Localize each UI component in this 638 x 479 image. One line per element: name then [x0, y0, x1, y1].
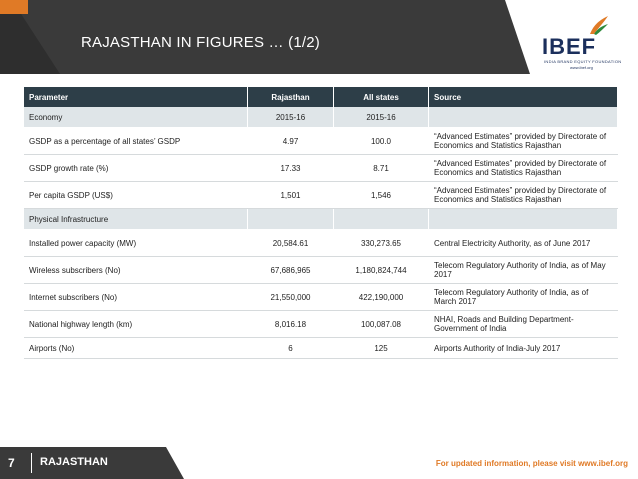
table-row — [24, 257, 618, 284]
source-cell: Central Electricity Authority, as of June 2017 — [429, 230, 618, 257]
all-states-cell: 1,546 — [334, 182, 429, 209]
table-row — [24, 107, 618, 128]
column-header: Parameter — [24, 87, 248, 107]
rajasthan-cell: 1,501 — [248, 182, 334, 209]
all-states-cell: 422,190,000 — [334, 284, 429, 311]
all-states-cell: 330,273.65 — [334, 230, 429, 257]
rajasthan-cell: 4.97 — [248, 128, 334, 155]
rajasthan-cell: 6 — [248, 338, 334, 359]
parameter-cell: Installed power capacity (MW) — [24, 230, 248, 257]
source-cell: Airports Authority of India-July 2017 — [429, 338, 618, 359]
parameter-cell: Economy — [24, 107, 248, 128]
rajasthan-cell: 67,686,965 — [248, 257, 334, 284]
table-row — [24, 209, 618, 230]
parameter-cell: Airports (No) — [24, 338, 248, 359]
table-row — [24, 284, 618, 311]
parameter-cell: National highway length (km) — [24, 311, 248, 338]
source-cell: “Advanced Estimates” provided by Directorate of Economics and Statistics Rajasthan — [429, 155, 618, 182]
footer-website-link[interactable]: For updated information, please visit www.ibef.org — [435, 459, 628, 468]
source-cell: “Advanced Estimates” provided by Directorate of Economics and Statistics Rajasthan — [429, 182, 618, 209]
figures-table — [24, 87, 618, 359]
all-states-cell: 2015-16 — [334, 107, 429, 128]
logo-text: IBEF — [542, 34, 597, 59]
page-title: RAJASTHAN IN FIGURES … (1/2) — [81, 34, 320, 51]
column-header: Source — [429, 87, 618, 107]
source-cell: “Advanced Estimates” provided by Directorate of Economics and Statistics Rajasthan — [429, 128, 618, 155]
all-states-cell: 100,087.08 — [334, 311, 429, 338]
parameter-cell: GSDP growth rate (%) — [24, 155, 248, 182]
table-row — [24, 338, 618, 359]
source-cell: Telecom Regulatory Authority of India, as of March 2017 — [429, 284, 618, 311]
all-states-cell: 8.71 — [334, 155, 429, 182]
table-row — [24, 230, 618, 257]
source-cell: Telecom Regulatory Authority of India, as of May 2017 — [429, 257, 618, 284]
all-states-cell: 1,180,824,744 — [334, 257, 429, 284]
rajasthan-cell: 20,584.61 — [248, 230, 334, 257]
ibef-logo — [542, 14, 630, 68]
all-states-cell: 100.0 — [334, 128, 429, 155]
parameter-cell: Per capita GSDP (US$) — [24, 182, 248, 209]
page-number: 7 — [8, 456, 15, 470]
rajasthan-cell: 17.33 — [248, 155, 334, 182]
rajasthan-cell: 2015-16 — [248, 107, 334, 128]
column-header: All states — [334, 87, 429, 107]
slide-header — [0, 0, 638, 74]
column-header: Rajasthan — [248, 87, 334, 107]
table-row — [24, 182, 618, 209]
all-states-cell — [334, 209, 429, 230]
source-cell: NHAI, Roads and Building Department-Government of India — [429, 311, 618, 338]
parameter-cell: Physical Infrastructure — [24, 209, 248, 230]
header-accent — [0, 0, 28, 14]
table-row — [24, 155, 618, 182]
all-states-cell: 125 — [334, 338, 429, 359]
logo-url: www.ibef.org — [570, 65, 593, 70]
table-row — [24, 311, 618, 338]
parameter-cell: Wireless subscribers (No) — [24, 257, 248, 284]
table-row — [24, 128, 618, 155]
source-cell — [429, 209, 618, 230]
table-header-row — [24, 87, 618, 107]
footer-divider — [31, 453, 32, 473]
parameter-cell: Internet subscribers (No) — [24, 284, 248, 311]
rajasthan-cell: 21,550,000 — [248, 284, 334, 311]
bird-icon — [588, 14, 610, 36]
source-cell — [429, 107, 618, 128]
parameter-cell: GSDP as a percentage of all states’ GSDP — [24, 128, 248, 155]
footer-label: RAJASTHAN — [40, 456, 108, 468]
rajasthan-cell — [248, 209, 334, 230]
logo-subtitle: INDIA BRAND EQUITY FOUNDATION — [544, 59, 622, 64]
rajasthan-cell: 8,016.18 — [248, 311, 334, 338]
